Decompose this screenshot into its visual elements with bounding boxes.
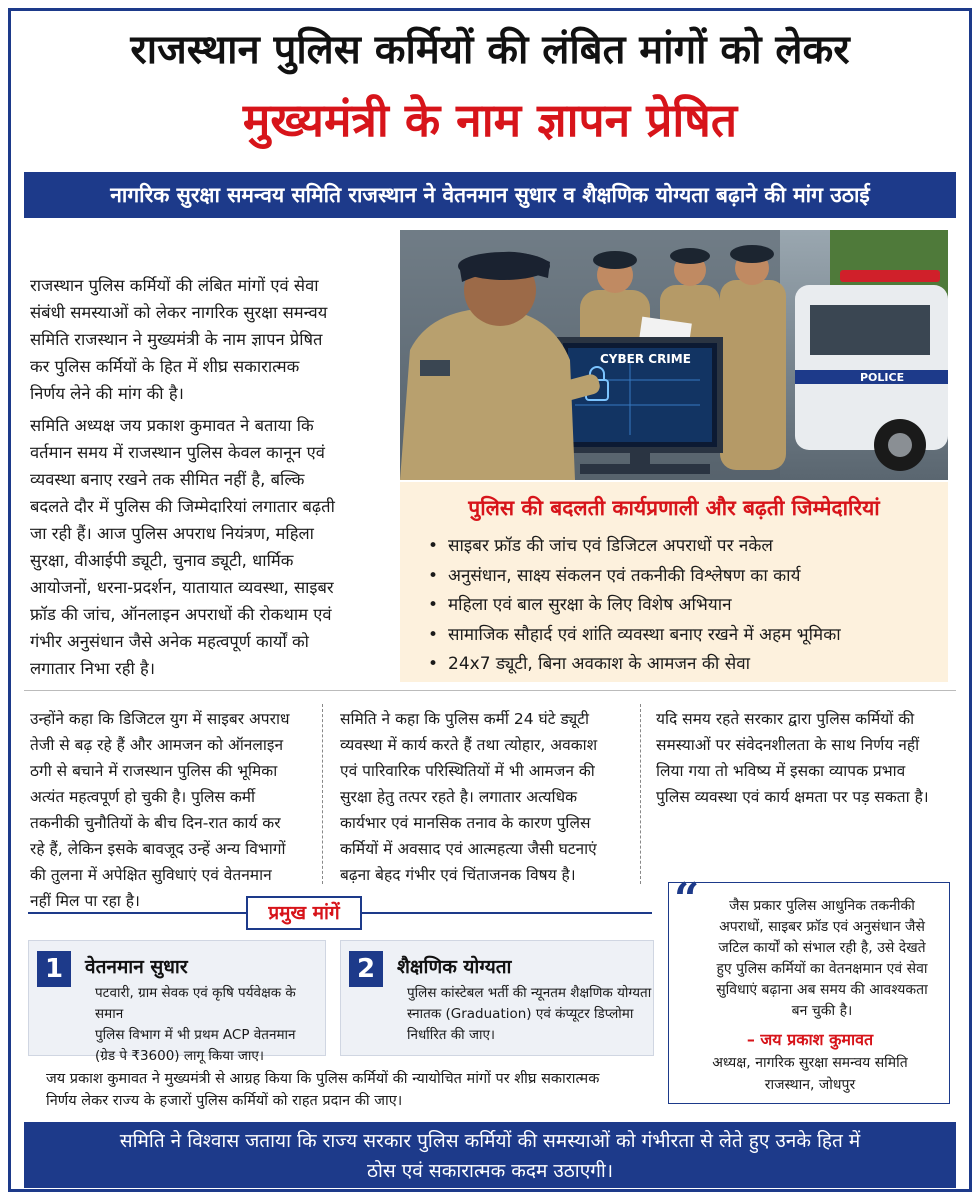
demand-description: [407, 983, 651, 1046]
text-line: पुलिस कांस्टेबल भर्ती की न्यूनतम शैक्षणिक योग्यता: [407, 985, 652, 1001]
demand-number: 2: [349, 951, 383, 987]
headline-line1: राजस्थान पुलिस कर्मियों की लंबित मांगों को लेकर: [130, 27, 850, 73]
demand-description: [95, 983, 325, 1067]
demand-card-2: [340, 940, 654, 1056]
demand-card-1: [28, 940, 326, 1064]
police-photo-illustration: [400, 230, 948, 480]
demand-title: वेतनमान सुधार: [85, 956, 188, 978]
text-line: निर्णय लेकर राज्य के हजारों पुलिस कर्मियों को राहत प्रदान की जाए।: [46, 1093, 403, 1109]
list-item: • सामाजिक सौहार्द एवं शांति व्यवस्था बनाए रखने में अहम भूमिका: [428, 621, 841, 651]
quote-mark-icon: “: [674, 874, 700, 925]
text-line: जटिल कार्यों को संभाल रही है, उसे देखते: [718, 940, 926, 956]
responsibilities-panel: [400, 482, 948, 682]
text-line: वर्तमान समय में राजस्थान पुलिस केवल कानून एवं: [30, 443, 325, 462]
text-line: उन्होंने कहा कि डिजिटल युग में साइबर अपराध: [30, 710, 290, 728]
vehicle-text: POLICE: [860, 371, 905, 384]
text-line: ठगी से बचाने में राजस्थान पुलिस की भूमिका: [30, 762, 278, 780]
text-line: नहीं मिल पा रहा है।: [30, 892, 140, 910]
text-line: सुविधाएं बढ़ाना अब समय की आवश्यकता: [716, 982, 928, 998]
section-divider: [24, 690, 956, 691]
text-line: हुए पुलिस कर्मियों का वेतनक्षमान एवं सेवा: [716, 961, 928, 977]
text-line: स्नातक (Graduation) एवं कंप्यूटर डिप्लोमा: [407, 1006, 634, 1022]
column-2-text: [340, 706, 597, 888]
text-line: समिति ने विश्वास जताया कि राज्य सरकार पुलिस कर्मियों की समस्याओं को गंभीरता से लेते हुए उनके हित में: [119, 1130, 861, 1152]
text-line: की तुलना में अपेक्षित सुविधाएं एवं वेतनमान: [30, 866, 272, 884]
quote-author-role: [670, 1052, 950, 1096]
text-line: फ्रॉड की जांच, ऑनलाइन अपराधों की रोकथाम एवं: [30, 605, 332, 624]
text-line: बढ़ना बेहद गंभीर एवं चिंताजनक विषय है।: [340, 866, 576, 884]
column-1-text: [30, 706, 290, 914]
text-line: यदि समय रहते सरकार द्वारा पुलिस कर्मियों की: [656, 710, 915, 728]
headline-line2: मुख्यमंत्री के नाम ज्ञापन प्रेषित: [242, 93, 738, 147]
demands-rule-right: [362, 912, 652, 914]
text-line: अपराधों, साइबर फ्रॉड एवं अनुसंधान जैसे: [719, 919, 925, 935]
appeal-text: [46, 1068, 656, 1112]
text-line: बदलते दौर में पुलिस की जिम्मेदारियां लगातार बढ़ती: [30, 497, 335, 516]
quote-text: [700, 896, 944, 1022]
text-line: समिति राजस्थान ने मुख्यमंत्री के नाम ज्ञापन प्रेषित: [30, 330, 323, 349]
demand-number: 1: [37, 951, 71, 987]
intro-paragraph-2: [30, 412, 335, 682]
text-line: व्यवस्था में कार्य करते हैं तथा त्योहार, अवकाश: [340, 736, 598, 754]
text-line: अत्यंत महत्वपूर्ण हो चुकी है। पुलिस कर्मी: [30, 788, 256, 806]
column-divider: [322, 704, 323, 884]
text-line: जैस प्रकार पुलिस आधुनिक तकनीकी: [729, 898, 915, 914]
responsibilities-list: [428, 532, 841, 680]
monitor-text: CYBER CRIME: [600, 352, 691, 366]
text-line: समिति अध्यक्ष जय प्रकाश कुमावत ने बताया कि: [30, 416, 314, 435]
text-line: निर्णय लेने की मांग की है।: [30, 384, 184, 403]
demands-rule-left: [28, 912, 246, 914]
text-line: समस्याओं पर संवेदनशीलता के साथ निर्णय नहीं: [656, 736, 920, 754]
text-line: समिति ने कहा कि पुलिस कर्मी 24 घंटे ड्यूटी: [340, 710, 590, 728]
list-item: • अनुसंधान, साक्ष्य संकलन एवं तकनीकी विश्लेषण का कार्य: [428, 562, 841, 592]
list-item: • महिला एवं बाल सुरक्षा के लिए विशेष अभियान: [428, 591, 841, 621]
text-line: व्यवस्था बनाए रखने तक सीमित नहीं है, बल्कि: [30, 470, 305, 489]
text-line: एवं पारिवारिक परिस्थितियों में भी आमजन की: [340, 762, 595, 780]
intro-paragraph-1: [30, 272, 327, 407]
text-line: जय प्रकाश कुमावत ने मुख्यमंत्री से आग्रह किया कि पुलिस कर्मियों की न्यायोचित मांगों पर शीघ्र सकारात्मक: [46, 1071, 600, 1087]
text-line: लगातार निभा रही है।: [30, 659, 156, 678]
text-line: सुरक्षा, वीआईपी ड्यूटी, चुनाव ड्यूटी, धार्मिक: [30, 551, 294, 570]
text-line: आयोजनों, धरना-प्रदर्शन, यातायात व्यवस्था, साइबर: [30, 578, 334, 597]
text-line: लिया गया तो भविष्य में इसका व्यापक प्रभाव: [656, 762, 906, 780]
text-line: राजस्थान पुलिस कर्मियों की लंबित मांगों एवं सेवा: [30, 276, 319, 295]
text-line: पुलिस विभाग में भी प्रथम ACP वेतनमान: [95, 1027, 296, 1043]
text-line: रहे हैं, लेकिन इसके बावजूद उन्हें अन्य विभागों: [30, 840, 286, 858]
text-line: बन चुकी है।: [791, 1003, 853, 1019]
demands-title: प्रमुख मांगें: [246, 896, 362, 930]
text-line: पुलिस व्यवस्था एवं कार्य क्षमता पर पड़ सकता है।: [656, 788, 929, 806]
responsibilities-title: पुलिस की बदलती कार्यप्रणाली और बढ़ती जिम्मेदारियां: [468, 496, 880, 520]
text-line: संबंधी समस्याओं को लेकर नागरिक सुरक्षा समन्वय: [30, 303, 328, 322]
text-line: गंभीर अनुसंधान जैसे अनेक महत्वपूर्ण कार्यों को: [30, 632, 309, 651]
text-line: तेजी से बढ़ रहे हैं और आमजन को ऑनलाइन: [30, 736, 284, 754]
text-line: अध्यक्ष, नागरिक सुरक्षा समन्वय समिति: [712, 1055, 908, 1071]
demand-title: शैक्षणिक योग्यता: [397, 956, 512, 978]
text-line: तकनीकी चुनौतियों के बीच दिन-रात कार्य कर: [30, 814, 281, 832]
text-line: (ग्रेड पे ₹3600) लागू किया जाए।: [95, 1048, 264, 1064]
text-line: कर्मियों में अवसाद एवं आत्महत्या जैसी घटनाएं: [340, 840, 597, 858]
footer-banner: [24, 1122, 956, 1188]
text-line: पटवारी, ग्राम सेवक एवं कृषि पर्यवेक्षक के समान: [95, 985, 296, 1022]
text-line: कार्यभार एवं मानसिक तनाव के कारण पुलिस: [340, 814, 591, 832]
quote-author: – जय प्रकाश कुमावत: [746, 1030, 874, 1049]
list-item: • 24x7 ड्यूटी, बिना अवकाश के आमजन की सेवा: [428, 650, 841, 680]
text-line: राजस्थान, जोधपुर: [764, 1077, 856, 1093]
subheadline-bar: नागरिक सुरक्षा समन्वय समिति राजस्थान ने वेतनमान सुधार व शैक्षणिक योग्यता बढ़ाने की मांग उठाई: [24, 172, 956, 218]
police-photo: [400, 230, 948, 480]
list-item: • साइबर फ्रॉड की जांच एवं डिजिटल अपराधों पर नकेल: [428, 532, 841, 562]
column-3-text: [656, 706, 929, 810]
text-line: ठोस एवं सकारात्मक कदम उठाएगी।: [366, 1160, 614, 1182]
text-line: सुरक्षा हेतु तत्पर रहते है। लगातार अत्यधिक: [340, 788, 577, 806]
text-line: निर्धारित की जाए।: [407, 1027, 496, 1043]
column-divider: [640, 704, 641, 884]
text-line: जा रही हैं। आज पुलिस अपराध नियंत्रण, महिला: [30, 524, 314, 543]
text-line: कर पुलिस कर्मियों के हित में शीघ्र सकारात्मक: [30, 357, 300, 376]
